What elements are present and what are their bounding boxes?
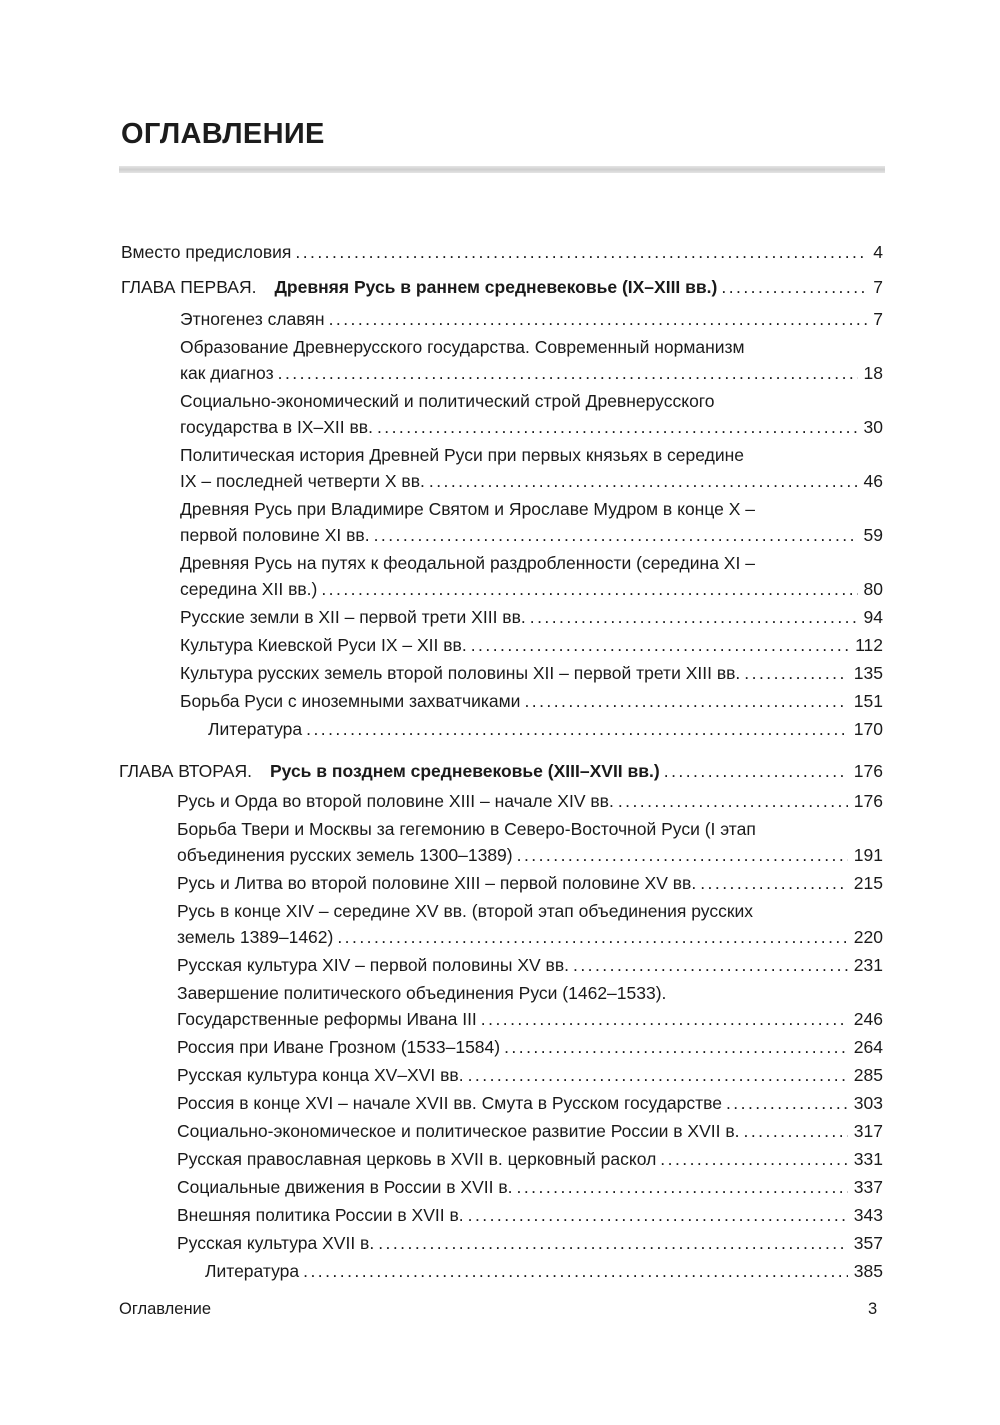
- toc-entry[interactable]: [177, 1033, 883, 1061]
- dot-leader: [329, 305, 868, 333]
- entry-title-line: Древняя Русь на путях к феодальной раздробленности (середина XI –: [180, 553, 755, 573]
- entry-title-line: Русь и Орда во второй половине XIII – начале XIV вв.: [177, 791, 614, 811]
- page-number: 331: [853, 1149, 883, 1169]
- dot-leader: [573, 951, 848, 979]
- page-number: 112: [855, 635, 883, 655]
- entry-title-line: Социально-экономический и политический строй Древнерусского: [180, 391, 715, 411]
- toc-entry[interactable]: [177, 1061, 883, 1089]
- page-number: 317: [853, 1121, 883, 1141]
- toc-entry[interactable]: [177, 787, 883, 815]
- dot-leader: [664, 757, 848, 785]
- toc-entry[interactable]: [177, 1229, 883, 1257]
- page-number: 264: [853, 1037, 883, 1057]
- entry-title: Литература: [205, 1261, 300, 1281]
- dot-leader: [517, 841, 848, 869]
- entry-title-line: Социально-экономическое и политическое развитие России в XVII в.: [177, 1121, 740, 1141]
- entry-title-line: первой половине XI вв.: [180, 525, 370, 545]
- entry-title-line: Русь в конце XIV – середине XV вв. (второй этап объединения русских: [177, 901, 754, 921]
- toc-entry[interactable]: [180, 575, 883, 603]
- page-number: 176: [853, 761, 883, 781]
- entry-title-line: Государственные реформы Ивана III: [177, 1009, 477, 1029]
- toc-entry[interactable]: [180, 359, 883, 387]
- toc-entry-literature[interactable]: [208, 715, 883, 743]
- page-number: 94: [863, 607, 883, 627]
- entry-title-line: Русская православная церковь в XVII в. церковный раскол: [177, 1149, 657, 1169]
- entry-title-line: Русская культура конца XV–XVI вв.: [177, 1065, 464, 1085]
- toc-entry[interactable]: [180, 659, 883, 687]
- toc-entry-preface[interactable]: [121, 238, 883, 266]
- dot-leader: [481, 1005, 848, 1033]
- entry-title-line: Внешняя политика России в XVII в.: [177, 1205, 464, 1225]
- entry-title: Вместо предисловия: [121, 242, 292, 262]
- entry-title-line: Русские земли в XII – первой трети XIII вв.: [180, 607, 526, 627]
- dot-leader: [524, 687, 847, 715]
- page-number: 170: [853, 719, 883, 739]
- page-number: 80: [863, 579, 883, 599]
- page-number: 7: [873, 309, 883, 329]
- page-number: 46: [863, 471, 883, 491]
- dot-leader: [321, 575, 857, 603]
- entry-title-line: земель 1389–1462): [177, 927, 334, 947]
- toc-entry[interactable]: [180, 413, 883, 441]
- entry-title-line: как диагноз: [180, 363, 274, 383]
- toc-chapter[interactable]: [121, 273, 883, 301]
- chapter-label: ГЛАВА ПЕРВАЯ.: [121, 277, 257, 297]
- entry-title-line: Древняя Русь при Владимире Святом и Ярославе Мудром в конце X –: [180, 499, 756, 519]
- dot-leader: [618, 787, 848, 815]
- entry-title-line: Борьба Твери и Москвы за гегемонию в Северо-Восточной Руси (I этап: [177, 819, 756, 839]
- page-number: 285: [853, 1065, 883, 1085]
- toc-entry[interactable]: [177, 1145, 883, 1173]
- entry-title-line: IX – последней четверти X вв.: [180, 471, 425, 491]
- page-number: 357: [853, 1233, 883, 1253]
- dot-leader: [295, 238, 867, 266]
- page-number: 59: [863, 525, 883, 545]
- page-number: 151: [853, 691, 883, 711]
- entry-title-line: Образование Древнерусского государства. Современный норманизм: [180, 337, 745, 357]
- toc-entry[interactable]: [180, 687, 883, 715]
- dot-leader: [726, 1089, 848, 1117]
- page-number: 7: [873, 277, 883, 297]
- page-number: 135: [853, 663, 883, 683]
- toc-entry[interactable]: [180, 467, 883, 495]
- page-number: 337: [853, 1177, 883, 1197]
- dot-leader: [374, 521, 858, 549]
- dot-leader: [337, 923, 847, 951]
- dot-leader: [660, 1145, 848, 1173]
- entry-title-line: Культура русских земель второй половины XII – первой трети XIII вв.: [180, 663, 741, 683]
- title-rule: [119, 166, 885, 173]
- entry-title-line: Этногенез славян: [180, 309, 325, 329]
- toc-entry[interactable]: [177, 869, 883, 897]
- entry-title-line: Русь и Литва во второй половине XIII – первой половине XV вв.: [177, 873, 697, 893]
- toc-entry[interactable]: [180, 631, 883, 659]
- toc-entry[interactable]: [177, 1201, 883, 1229]
- dot-leader: [278, 359, 858, 387]
- dot-leader: [378, 1229, 848, 1257]
- chapter-label: ГЛАВА ВТОРАЯ.: [119, 761, 252, 781]
- entry-title-line: объединения русских земель 1300–1389): [177, 845, 513, 865]
- toc-entry[interactable]: [177, 1117, 883, 1145]
- toc-entry-literature[interactable]: [205, 1257, 883, 1285]
- footer-label: Оглавление: [119, 1300, 211, 1318]
- entry-title-line: Россия в конце XVI – начале XVII вв. Смута в Русском государстве: [177, 1093, 722, 1113]
- page-number: 176: [853, 791, 883, 811]
- dot-leader: [504, 1033, 848, 1061]
- entry-title-line: Борьба Руси с иноземными захватчиками: [180, 691, 521, 711]
- page-title: ОГЛАВЛЕНИЕ: [121, 118, 325, 150]
- toc-entry[interactable]: [177, 923, 883, 951]
- entry-title: Литература: [208, 719, 303, 739]
- toc-entry[interactable]: [177, 1005, 883, 1033]
- page-number: 231: [853, 955, 883, 975]
- entry-title-line: Культура Киевской Руси IX – XII вв.: [180, 635, 467, 655]
- dot-leader: [468, 1201, 848, 1229]
- dot-leader: [744, 659, 848, 687]
- toc-entry[interactable]: [177, 1173, 883, 1201]
- page-number: 191: [853, 845, 883, 865]
- page-number: 220: [853, 927, 883, 947]
- entry-title-line: Русская культура XVII в.: [177, 1233, 375, 1253]
- page-number: 343: [853, 1205, 883, 1225]
- dot-leader: [721, 273, 867, 301]
- dot-leader: [468, 1061, 848, 1089]
- page-number: 246: [853, 1009, 883, 1029]
- chapter-heading: [119, 757, 660, 785]
- entry-title-line: Завершение политического объединения Руси (1462–1533).: [177, 983, 667, 1003]
- toc-entry[interactable]: [180, 305, 883, 333]
- page-number: 18: [863, 363, 883, 383]
- dot-leader: [530, 603, 858, 631]
- chapter-heading: [121, 273, 717, 301]
- dot-leader: [744, 1117, 848, 1145]
- dot-leader: [700, 869, 848, 897]
- entry-title-line: Россия при Иване Грозном (1533–1584): [177, 1037, 501, 1057]
- entry-title-line: Политическая история Древней Руси при первых князьях в середине: [180, 445, 745, 465]
- page-number: 215: [853, 873, 883, 893]
- entry-title-line: Русская культура XIV – первой половины XV вв.: [177, 955, 569, 975]
- entry-title-line: государства в IX–XII вв.: [180, 417, 373, 437]
- toc-entry[interactable]: [180, 521, 883, 549]
- dot-leader: [471, 631, 849, 659]
- chapter-title: Древняя Русь в раннем средневековье (IX–XIII вв.): [274, 277, 718, 297]
- chapter-title: Русь в позднем средневековье (XIII–XVII вв.): [269, 761, 660, 781]
- dot-leader: [303, 1257, 848, 1285]
- footer-page-number: 3: [868, 1300, 878, 1318]
- page-number: 30: [863, 417, 883, 437]
- page-number: 4: [873, 242, 883, 262]
- dot-leader: [377, 413, 858, 441]
- toc-chapter[interactable]: [119, 757, 883, 785]
- dot-leader: [517, 1173, 848, 1201]
- dot-leader: [429, 467, 858, 495]
- toc-entry[interactable]: [180, 603, 883, 631]
- dot-leader: [306, 715, 848, 743]
- entry-title-line: Социальные движения в России в XVII в.: [177, 1177, 513, 1197]
- page-number: 303: [853, 1093, 883, 1113]
- entry-title-line: середина XII вв.): [180, 579, 318, 599]
- toc-entry[interactable]: [177, 951, 883, 979]
- toc-entry[interactable]: [177, 1089, 883, 1117]
- page-number: 385: [853, 1261, 883, 1281]
- toc-entry[interactable]: [177, 841, 883, 869]
